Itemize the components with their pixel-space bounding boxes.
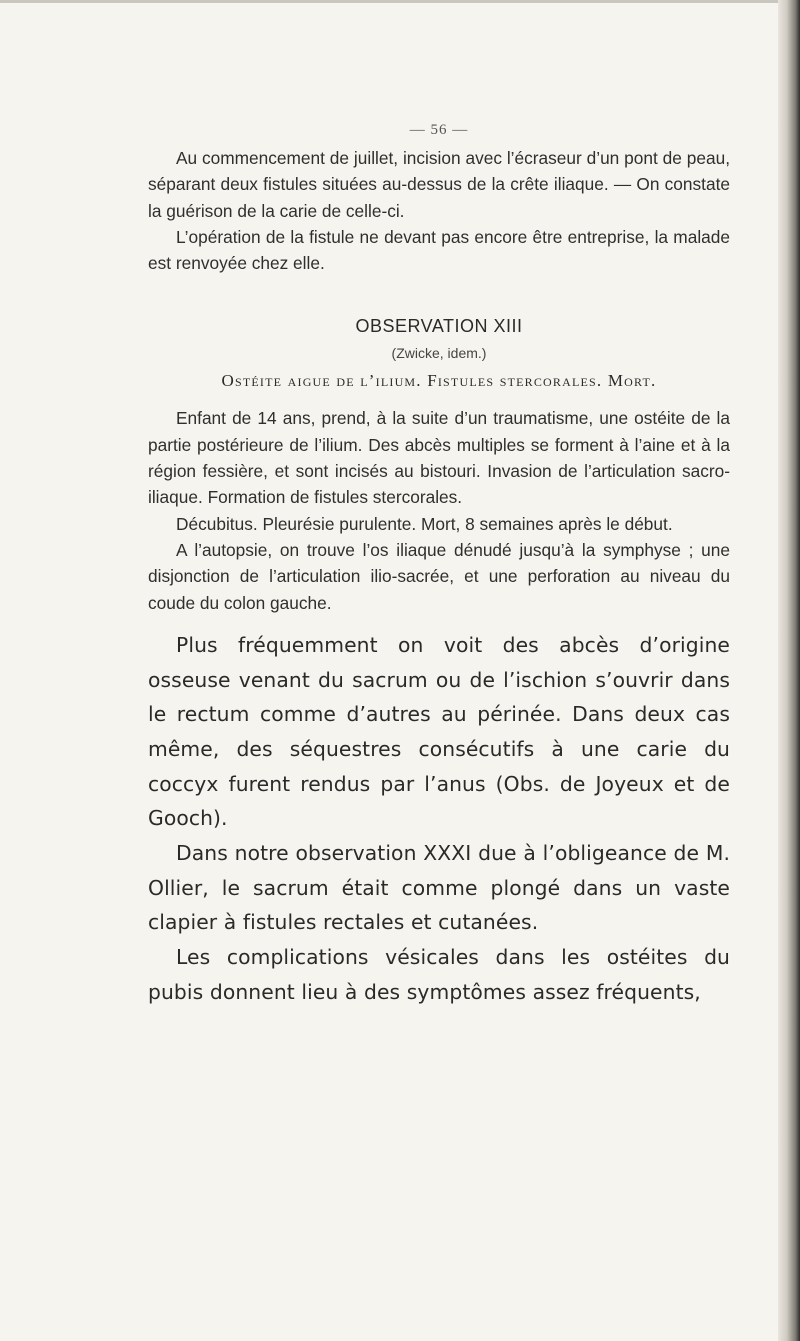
body-paragraph: Plus fréquemment on voit des abcès d’origine osseuse venant du sacrum ou de l’ischion s’ouvrir dans le rectum comme d’autres au périnée. Dans deux cas même, des séquestres consécutifs à une carie du coccyx furent rendus par l’anus (Obs. de Joyeux et de Gooch). [148,632,730,831]
observation-paragraph: Décubitus. Pleurésie purulente. Mort, 8 semaines après le début. [176,513,673,534]
page-number: — 56 — [409,122,469,138]
body-paragraph: Dans notre observation XXXI due à l’obligeance de M. Ollier, le sacrum était comme plongé dans un vaste clapier à fistules rectales et cutanées. [148,841,730,935]
top-page-rule [0,0,800,3]
page-edge-shadow [778,0,800,1341]
intro-section [148,145,730,276]
observation-section [148,405,730,615]
page-content [148,122,730,1010]
observation-title: OBSERVATION XIII [355,316,523,337]
observation-source: (Zwicke, idem.) [391,345,487,362]
intro-paragraph: Au commencement de juillet, incision avec l’écraseur d’un pont de peau, séparant deux fistules situées au-dessus de la crête iliaque. — On constate la guérison de la carie de celle-ci. [148,148,730,221]
observation-paragraph: Enfant de 14 ans, prend, à la suite d’un traumatisme, une ostéite de la partie postérieure de l’ilium. Des abcès multiples se forment à l’aine et à la région fessière, et sont incisés au bistouri. Invasion de l’articulation sacro-iliaque. Formation de fistules stercorales. [148,408,730,508]
observation-paragraph: A l’autopsie, on trouve l’os iliaque dénudé jusqu’à la symphyse ; une disjonction de l’articulation ilio-sacrée, et une perforation au niveau du coude du colon gauche. [148,539,730,613]
intro-paragraph: L’opération de la fistule ne devant pas encore être entreprise, la malade est renvoyée chez elle. [148,226,730,274]
body-section [148,628,730,1010]
body-paragraph: Les complications vésicales dans les ostéites du pubis donnent lieu à des symptômes assez fréquents, [148,945,730,1004]
observation-heading: Ostéite aigue de l’ilium. Fistules stercorales. Mort. [221,371,657,391]
